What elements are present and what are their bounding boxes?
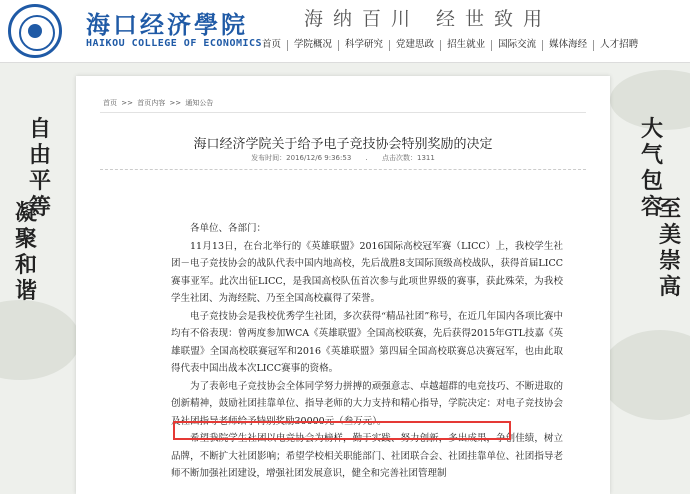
article-paragraph: 电子竞技协会是我校优秀学生社团，多次获得“精品社团”称号，在近几年国内各项比赛中均有不俗表现：曾两度参加WCA《英雄联盟》全国高校联赛，先后获得2015年GTL技嘉《英雄联盟》全国高校联赛冠军和2016《英雄联盟》第四届全国高校联赛总决赛冠军，也由此取得代表中国出战本次LICC赛事的资格。 [171,310,563,374]
article-panel [76,76,610,494]
nav-item-research[interactable]: 科学研究 [345,39,384,50]
nav-item-home[interactable]: 首页 [262,39,282,50]
publish-time: 发布时间：2016/12/6 9:36:53 [251,154,352,162]
breadcrumb-separator: >> [169,99,182,107]
article-body [171,220,563,483]
college-name-cn[interactable]: 海口经济學院 [86,10,248,39]
breadcrumb-home[interactable]: 首页 [103,99,117,107]
nav-item-careers[interactable]: 人才招聘 [600,39,639,50]
left-slogan-col2: 凝 聚 和 谐 [14,200,37,304]
meta-separator: . [365,154,368,162]
nav-item-overview[interactable]: 学院概况 [294,39,333,50]
highlight-box [173,421,511,440]
article-salutation: 各单位、各部门： [190,223,267,234]
right-slogan-col2: 至 美 崇 高 [658,196,681,300]
title-divider [100,169,586,171]
breadcrumb-home-content[interactable]: 首页内容 [137,99,166,107]
college-seal-logo[interactable] [8,4,62,58]
nav-item-party[interactable]: 党建思政 [396,39,435,50]
college-name-en: HAIKOU COLLEGE OF ECONOMICS [86,38,263,49]
breadcrumb-divider [100,112,586,113]
main-nav [256,37,644,53]
site-header [0,0,690,63]
view-count: 点击次数：1311 [381,154,435,162]
nav-item-international[interactable]: 国际交流 [498,39,537,50]
right-slogan-col1: 大 气 包 容 [640,116,663,220]
left-slogan-col1: 自 由 平 等 [28,116,51,220]
nav-item-media[interactable]: 媒体海经 [549,39,588,50]
breadcrumb [103,98,213,108]
article-paragraph: 为了表彰电子竞技协会全体同学努力拼搏的顽强意志、卓越超群的电竞技巧、不断进取的创新精神，鼓励社团挂靠单位、指导老师的大力支持和精心指导，学院决定：对电子竞技协会及社团指导老师给予特别奖励30000元（叁万元）。 [171,380,563,427]
nav-item-admissions[interactable]: 招生就业 [447,39,486,50]
article-title: 海口经济学院关于给予电子竞技协会特别奖励的决定 [193,137,493,152]
college-motto: 海纳百川 经世致用 [304,8,553,30]
article-paragraph: 11月13日，在台北举行的《英雄联盟》2016国际高校冠军赛（LICC）上，我校学生社团－电子竞技协会的战队代表中国内地高校，先后战胜8支国际顶级高校战队，获得首届LICC赛事亚军。此次出征LICC，是我国高校队伍首次参与此项世界级的赛事，获此殊荣，为我校学生社团、为海经院、乃至全国高校赢得了荣誉。 [171,240,563,304]
breadcrumb-notices[interactable]: 通知公告 [185,99,214,107]
ink-wash-decoration [600,330,690,420]
ink-wash-decoration [0,300,80,380]
article-paragraph: 希望我院学生社团以电竞协会为榜样，勤于实践、努力创新，多出成果，争创佳绩，树立品牌，不断扩大社团影响；希望学校相关职能部门、社团联合会、社团挂靠单位、社团指导老师不断加强社团建设，增强社团发展意识，健全和完善社团管理制 [171,433,563,479]
breadcrumb-separator: >> [121,99,133,107]
article-meta [76,153,610,163]
